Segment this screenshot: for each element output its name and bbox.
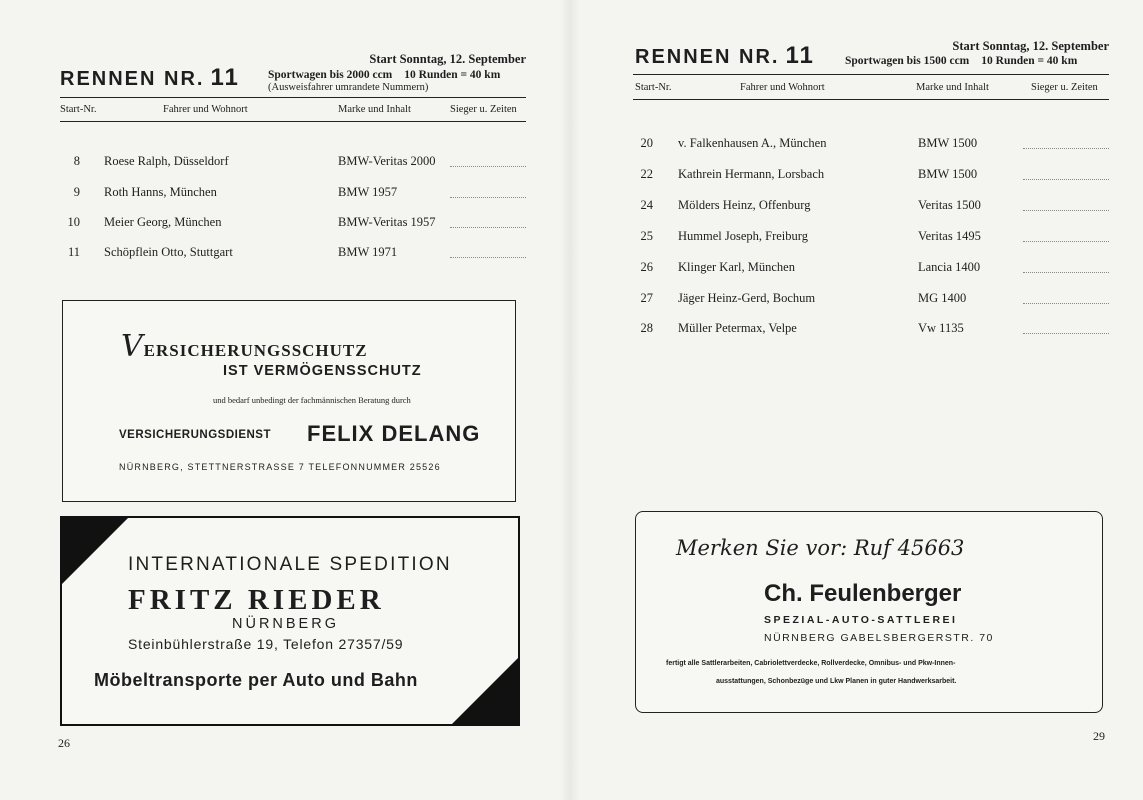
entry-row [50, 245, 530, 265]
entry-row [623, 229, 1113, 249]
class-name: Sportwagen bis 1500 ccm [845, 55, 970, 67]
entry-row [623, 136, 1113, 156]
corner-triangle-bottom-right [452, 658, 518, 724]
result-line [450, 166, 526, 167]
result-line [450, 257, 526, 258]
entry-driver: Schöpflein Otto, Stuttgart [104, 245, 233, 259]
entry-driver: Müller Petermax, Velpe [678, 321, 797, 335]
spedition-company: FRITZ RIEDER [128, 584, 385, 616]
sattlerei-trade: SPEZIAL-AUTO-SATTLEREI [764, 614, 958, 626]
entry-number: 25 [640, 229, 653, 243]
race-class [845, 55, 1077, 67]
entry-car: BMW-Veritas 1957 [338, 215, 436, 229]
sattlerei-services-line1: fertigt alle Sattlerarbeiten, Cabriolettverdecke, Rollverdecke, Omnibus- und Pkw-Innen- [666, 660, 956, 667]
insurance-headline-rest: ERSICHERUNGSSCHUTZ [143, 341, 368, 360]
entry-car: BMW-Veritas 2000 [338, 154, 436, 168]
header-rule [60, 97, 526, 98]
insurance-company: FELIX DELANG [307, 421, 481, 446]
class-name: Sportwagen bis 2000 ccm [268, 69, 393, 81]
spedition-address: Steinbühlerstraße 19, Telefon 27357/59 [128, 636, 404, 652]
col-start-no: Start-Nr. [635, 82, 672, 93]
entry-row [623, 291, 1113, 311]
spedition-slogan: Möbeltransporte per Auto und Bahn [94, 670, 418, 690]
page-number: 26 [58, 736, 70, 750]
entry-row [50, 154, 530, 174]
header-rule [633, 74, 1109, 75]
insurance-subheadline: IST VERMÖGENSSCHUTZ [223, 363, 422, 379]
entry-number: 26 [640, 260, 653, 274]
entry-car: Veritas 1495 [918, 229, 981, 243]
insurance-headline-initial: V [121, 329, 144, 364]
insurance-tagline: und bedarf unbedingt der fachmännischen Beratung durch [213, 395, 411, 405]
race-note: (Ausweisfahrer umrandete Nummern) [268, 82, 429, 93]
col-driver: Fahrer und Wohnort [740, 82, 825, 93]
spedition-headline: INTERNATIONALE SPEDITION [128, 554, 452, 575]
insurance-address: NÜRNBERG, STETTNERSTRASSE 7 TELEFONNUMMER 25526 [119, 462, 441, 472]
sattlerei-address: NÜRNBERG GABELSBERGERSTR. 70 [764, 632, 994, 644]
sattlerei-call-line: Merken Sie vor: Ruf 45663 [676, 536, 965, 560]
insurance-service: VERSICHERUNGSDIENST [119, 429, 271, 441]
col-driver: Fahrer und Wohnort [163, 104, 248, 115]
insurance-ad [62, 300, 516, 502]
result-line [1023, 179, 1109, 180]
column-rule [60, 121, 526, 122]
start-date: Start Sonntag, 12. September [952, 39, 1109, 53]
entry-row [623, 167, 1113, 187]
entry-row [623, 198, 1113, 218]
entry-driver: v. Falkenhausen A., München [678, 136, 827, 150]
entry-row [50, 215, 530, 235]
entry-number: 8 [73, 154, 80, 168]
entry-number: 24 [640, 198, 653, 212]
race-number: 11 [210, 64, 240, 91]
sattlerei-ad [635, 511, 1103, 713]
race-distance: 10 Runden = 40 km [981, 55, 1078, 67]
entry-driver: Meier Georg, München [104, 215, 222, 229]
race-distance: 10 Runden = 40 km [404, 69, 501, 81]
entry-driver: Mölders Heinz, Offenburg [678, 198, 811, 212]
entry-number: 28 [640, 321, 653, 335]
entry-car: BMW 1500 [918, 167, 978, 181]
race-title-label: RENNEN NR. [635, 46, 780, 68]
sattlerei-company: Ch. Feulenberger [764, 580, 962, 607]
col-car: Marke und Inhalt [338, 104, 411, 115]
entry-number: 22 [640, 167, 653, 181]
col-car: Marke und Inhalt [916, 82, 989, 93]
result-line [450, 197, 526, 198]
insurance-headline [121, 329, 368, 364]
result-line [1023, 333, 1109, 334]
corner-triangle-top-left [62, 518, 128, 584]
entry-row [623, 321, 1113, 341]
entry-driver: Roth Hanns, München [104, 185, 217, 199]
race-title-label: RENNEN NR. [60, 68, 205, 90]
entry-number: 20 [640, 136, 653, 150]
col-winner: Sieger u. Zeiten [450, 104, 517, 115]
page-number: 29 [1093, 729, 1105, 743]
column-rule [633, 99, 1109, 100]
left-page [0, 0, 570, 800]
col-winner: Sieger u. Zeiten [1031, 82, 1098, 93]
right-page [575, 0, 1143, 800]
result-line [1023, 148, 1109, 149]
entry-car: Veritas 1500 [918, 198, 981, 212]
entry-number: 10 [67, 215, 80, 229]
result-line [1023, 303, 1109, 304]
entry-driver: Hummel Joseph, Freiburg [678, 229, 808, 243]
entry-car: BMW 1500 [918, 136, 978, 150]
start-date: Start Sonntag, 12. September [369, 52, 526, 66]
race-number: 11 [785, 42, 815, 69]
entry-number: 9 [73, 185, 80, 199]
entry-car: MG 1400 [918, 291, 967, 305]
race-class [268, 69, 500, 81]
entry-car: BMW 1971 [338, 245, 398, 259]
entry-driver: Roese Ralph, Düsseldorf [104, 154, 229, 168]
result-line [1023, 210, 1109, 211]
entry-driver: Kathrein Hermann, Lorsbach [678, 167, 825, 181]
entry-row [623, 260, 1113, 280]
sattlerei-services-line2: ausstattungen, Schonbezüge und Lkw Planen in guter Handwerksarbeit. [716, 678, 957, 685]
entry-driver: Klinger Karl, München [678, 260, 795, 274]
race-title [635, 42, 815, 70]
col-start-no: Start-Nr. [60, 104, 97, 115]
spedition-ad [60, 516, 520, 726]
entry-driver: Jäger Heinz-Gerd, Bochum [678, 291, 816, 305]
entry-number: 27 [640, 291, 653, 305]
entry-car: Lancia 1400 [918, 260, 981, 274]
entry-car: Vw 1135 [918, 321, 964, 335]
result-line [1023, 241, 1109, 242]
result-line [1023, 272, 1109, 273]
entry-row [50, 185, 530, 205]
race-title [60, 64, 240, 92]
entry-number: 11 [67, 245, 80, 259]
entry-car: BMW 1957 [338, 185, 398, 199]
result-line [450, 227, 526, 228]
spedition-city: NÜRNBERG [232, 616, 339, 632]
